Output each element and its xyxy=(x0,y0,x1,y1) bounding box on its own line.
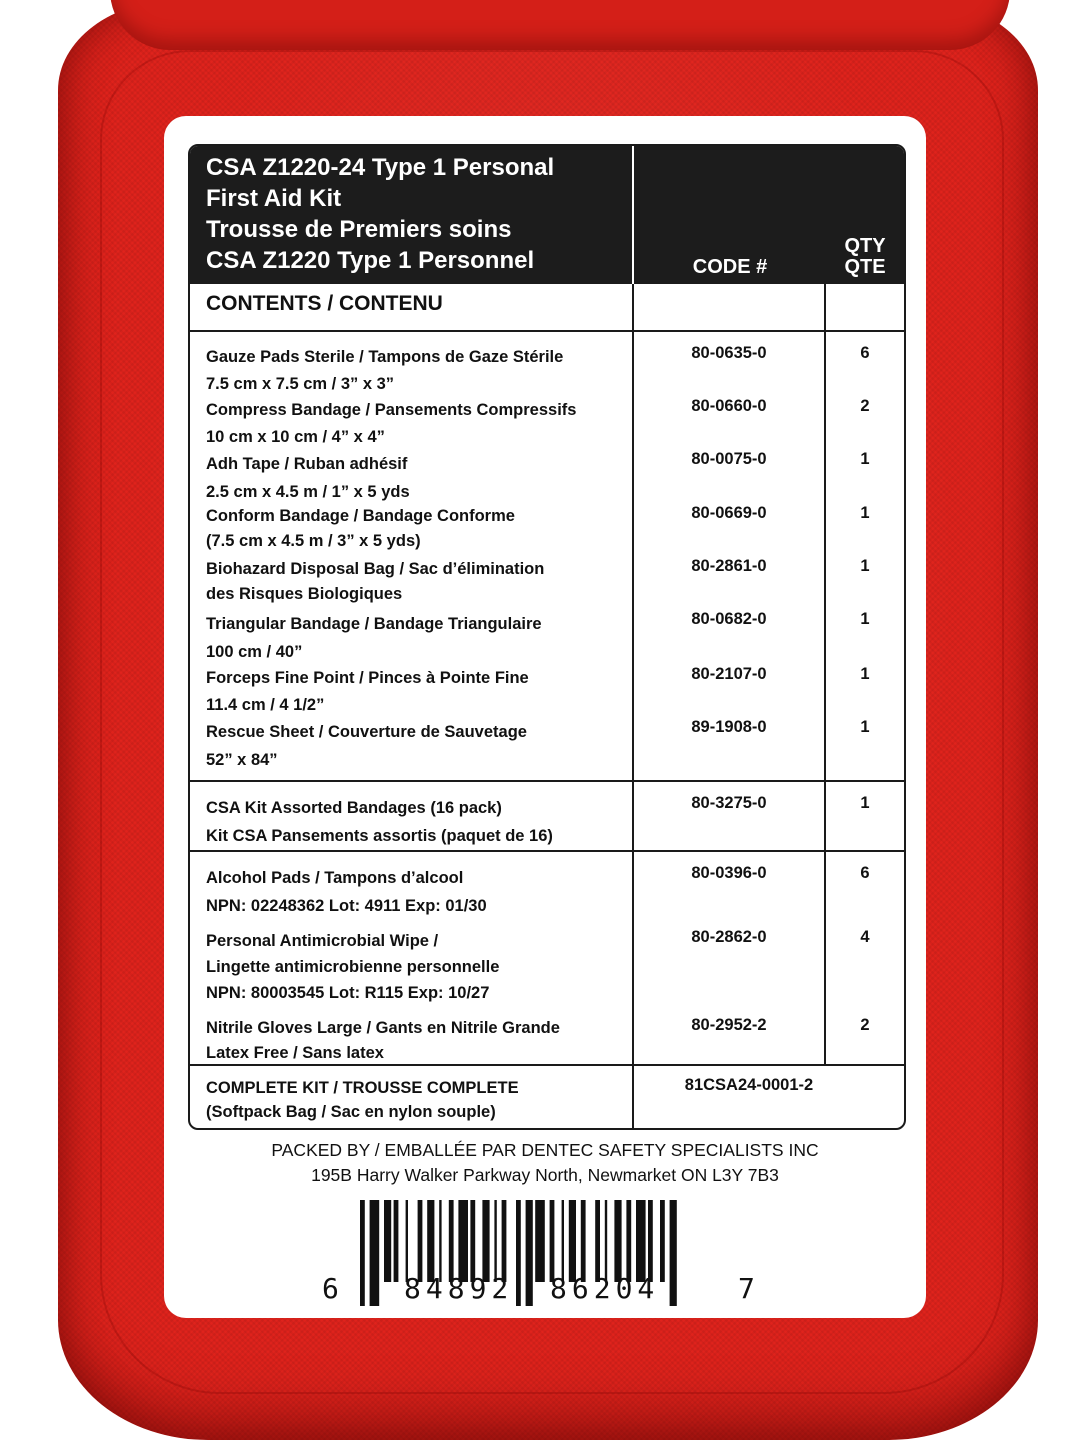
item-code: 80-3275-0 xyxy=(691,794,767,812)
barcode-bar xyxy=(626,1200,631,1282)
barcode-bars xyxy=(314,1196,774,1306)
item-size: 11.4 cm / 4 1/2” xyxy=(206,696,325,714)
item-code: 80-0682-0 xyxy=(691,610,767,628)
contents-heading: CONTENTS / CONTENU xyxy=(206,292,443,315)
product-label xyxy=(164,116,926,1318)
barcode-bar xyxy=(670,1200,677,1306)
code-column-header: CODE # xyxy=(692,256,768,278)
item-name: COMPLETE KIT / TROUSSE COMPLETE xyxy=(206,1079,519,1097)
kit-title xyxy=(206,152,626,276)
item-code: 89-1908-0 xyxy=(691,718,767,736)
barcode-bar xyxy=(458,1200,468,1282)
barcode-bar xyxy=(535,1200,545,1282)
barcode-bar xyxy=(614,1200,621,1282)
item-code: 80-0396-0 xyxy=(691,864,767,882)
item-qty: 1 xyxy=(860,610,870,628)
barcode-bar xyxy=(360,1200,365,1306)
item-size: (7.5 cm x 4.5 m / 3” x 5 yds) xyxy=(206,532,421,550)
barcode-bar xyxy=(449,1200,454,1282)
item-qty: 1 xyxy=(860,557,870,575)
barcode-digits-left: 84892 xyxy=(404,1272,514,1305)
item-code: 80-0669-0 xyxy=(691,504,767,522)
barcode-bar xyxy=(470,1200,475,1282)
item-name: Personal Antimicrobial Wipe / xyxy=(206,932,439,950)
item-name: Forceps Fine Point / Pinces à Pointe Fine xyxy=(206,669,529,687)
barcode-bar xyxy=(562,1200,564,1282)
qte-label: QTE xyxy=(844,256,886,278)
title-line: Trousse de Premiers soins xyxy=(206,216,512,243)
barcode-bar xyxy=(439,1200,441,1282)
section-divider xyxy=(190,850,904,852)
item-qty: 6 xyxy=(860,344,870,362)
barcode-bar xyxy=(526,1200,533,1306)
qty-label: QTY xyxy=(844,235,886,257)
barcode-bar xyxy=(581,1200,586,1282)
barcode-digits-right: 86204 xyxy=(550,1272,660,1305)
barcode-bar xyxy=(636,1200,646,1282)
item-qty: 1 xyxy=(860,718,870,736)
item-name: Rescue Sheet / Couverture de Sauvetage xyxy=(206,723,527,741)
item-code: 80-0075-0 xyxy=(691,450,767,468)
item-note: (Softpack Bag / Sac en nylon souple) xyxy=(206,1103,496,1121)
barcode-bar xyxy=(516,1200,521,1306)
item-code: 80-2861-0 xyxy=(691,557,767,575)
barcode-bar xyxy=(418,1200,423,1282)
item-size: 2.5 cm x 4.5 m / 1” x 5 yds xyxy=(206,483,410,501)
barcode-bar xyxy=(648,1200,653,1282)
item-qty: 1 xyxy=(860,504,870,522)
barcode-bar xyxy=(660,1200,665,1282)
item-size: 7.5 cm x 7.5 cm / 3” x 3” xyxy=(206,375,395,393)
title-line: CSA Z1220-24 Type 1 Personal xyxy=(206,154,555,181)
item-size: 52” x 84” xyxy=(206,751,278,769)
title-line: CSA Z1220 Type 1 Personnel xyxy=(206,247,535,274)
barcode-bar xyxy=(427,1200,434,1282)
header-divider xyxy=(632,146,634,284)
item-code: 80-2952-2 xyxy=(691,1016,767,1034)
item-code: 81CSA24-0001-2 xyxy=(684,1076,814,1094)
barcode xyxy=(314,1196,774,1306)
item-qty: 6 xyxy=(860,864,870,882)
qty-column-header xyxy=(826,236,904,278)
item-qty: 2 xyxy=(860,1016,870,1034)
barcode-bar xyxy=(370,1200,380,1306)
item-lot: NPN: 02248362 Lot: 4911 Exp: 01/30 xyxy=(206,897,487,915)
item-name: Biohazard Disposal Bag / Sac d’élimination xyxy=(206,560,545,578)
barcode-bar xyxy=(605,1200,607,1282)
barcode-digit: 7 xyxy=(738,1272,760,1305)
item-code: 80-0635-0 xyxy=(691,344,767,362)
item-name: Nitrile Gloves Large / Gants en Nitrile Grande xyxy=(206,1019,560,1037)
item-qty: 1 xyxy=(860,794,870,812)
barcode-bar xyxy=(394,1200,399,1282)
table-header xyxy=(190,146,904,284)
barcode-bar xyxy=(550,1200,555,1282)
item-lot: NPN: 80003545 Lot: R115 Exp: 10/27 xyxy=(206,984,490,1002)
item-size: 10 cm x 10 cm / 4” x 4” xyxy=(206,428,385,446)
item-name: Adh Tape / Ruban adhésif xyxy=(206,455,408,473)
item-name-fr: Kit CSA Pansements assortis (paquet de 16) xyxy=(206,827,553,845)
barcode-bar xyxy=(595,1200,600,1282)
title-line: First Aid Kit xyxy=(206,185,342,212)
contents-table xyxy=(188,144,906,1130)
item-name: Alcohol Pads / Tampons d’alcool xyxy=(206,869,464,887)
barcode-bar xyxy=(502,1200,507,1282)
item-note: Latex Free / Sans latex xyxy=(206,1044,384,1062)
packer-address: 195B Harry Walker Parkway North, Newmarket ON L3Y 7B3 xyxy=(311,1165,779,1185)
item-name: Conform Bandage / Bandage Conforme xyxy=(206,507,515,525)
packed-by: PACKED BY / EMBALLÉE PAR DENTEC SAFETY SPECIALISTS INC xyxy=(271,1140,819,1160)
item-qty: 2 xyxy=(860,397,870,415)
item-size: des Risques Biologiques xyxy=(206,585,403,603)
item-qty: 4 xyxy=(860,928,870,946)
item-name-fr: Lingette antimicrobienne personnelle xyxy=(206,958,500,976)
barcode-digit: 6 xyxy=(322,1272,344,1305)
item-code: 80-0660-0 xyxy=(691,397,767,415)
barcode-bar xyxy=(406,1200,408,1282)
barcode-bar xyxy=(569,1200,576,1282)
item-size: 100 cm / 40” xyxy=(206,643,303,661)
section-divider xyxy=(190,780,904,782)
packer-info xyxy=(164,1138,926,1188)
item-name: Compress Bandage / Pansements Compressifs xyxy=(206,401,577,419)
item-name: Triangular Bandage / Bandage Triangulaire xyxy=(206,615,542,633)
item-qty: 1 xyxy=(860,665,870,683)
section-divider xyxy=(190,330,904,332)
item-name: CSA Kit Assorted Bandages (16 pack) xyxy=(206,799,502,817)
barcode-bar xyxy=(384,1200,391,1282)
item-code: 80-2107-0 xyxy=(691,665,767,683)
item-qty: 1 xyxy=(860,450,870,468)
pouch-top-edge xyxy=(110,0,1010,50)
item-code: 80-2862-0 xyxy=(691,928,767,946)
barcode-bar xyxy=(482,1200,489,1282)
item-name: Gauze Pads Sterile / Tampons de Gaze Stérile xyxy=(206,348,564,366)
barcode-bar xyxy=(494,1200,496,1282)
